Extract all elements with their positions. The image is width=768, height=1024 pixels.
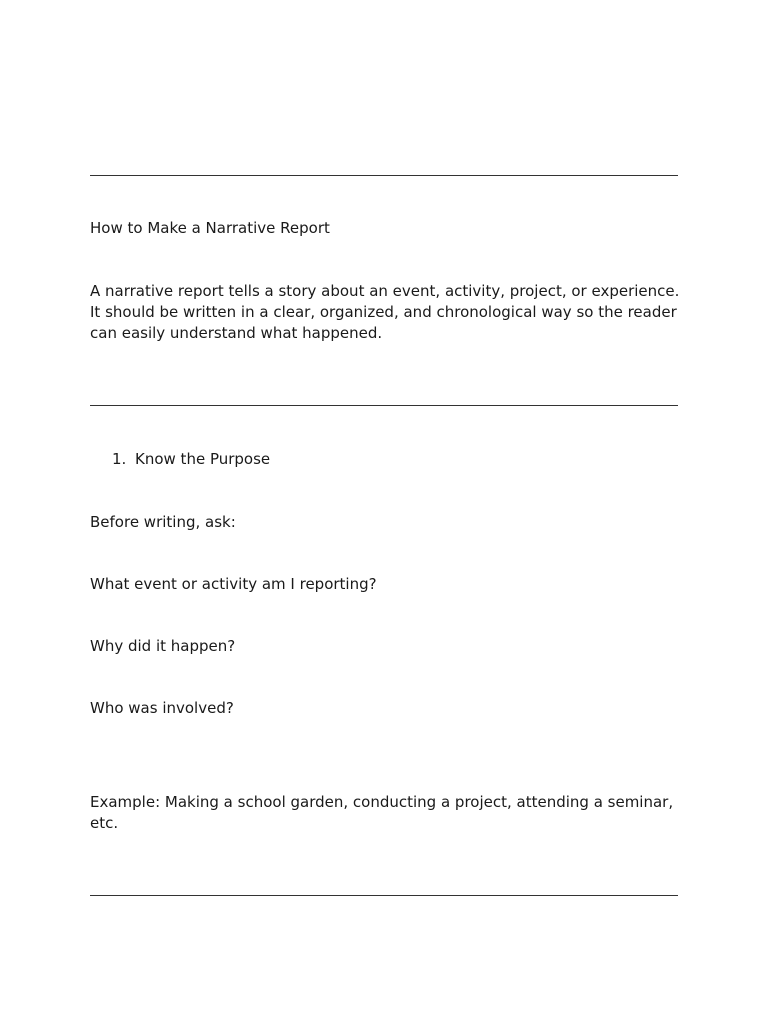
horizontal-rule-bottom (90, 895, 678, 896)
intro-paragraph: A narrative report tells a story about an event, activity, project, or experience. It should be written in a clear, organized, and chronological way so the reader can easily understand what happened. (90, 282, 680, 342)
document-page (90, 0, 678, 1024)
section-lead: Before writing, ask: (90, 513, 236, 531)
question-item: What event or activity am I reporting? (90, 575, 377, 593)
section-heading (112, 449, 270, 470)
horizontal-rule-middle (90, 405, 678, 406)
document-title: How to Make a Narrative Report (90, 219, 330, 237)
question-item: Why did it happen? (90, 637, 236, 655)
question-item: Who was involved? (90, 699, 234, 717)
horizontal-rule-top (90, 175, 678, 176)
section-heading-text: Know the Purpose (135, 450, 271, 468)
example-paragraph: Example: Making a school garden, conducting a project, attending a seminar, etc. (90, 793, 674, 832)
section-number: 1. (112, 450, 127, 468)
